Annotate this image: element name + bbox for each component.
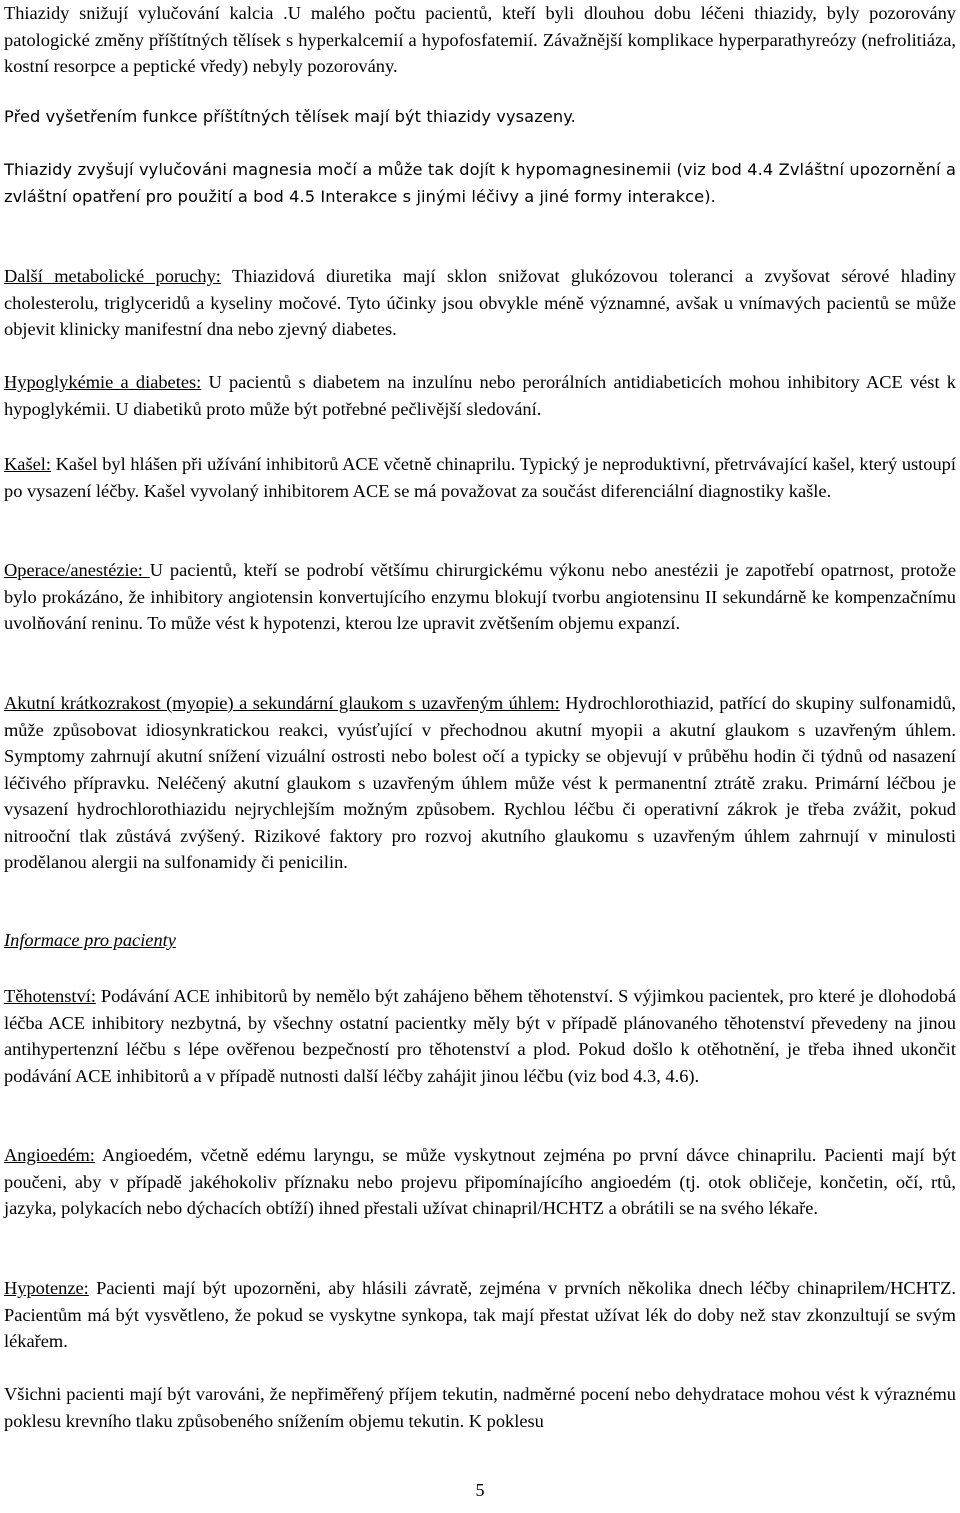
paragraph-magnesium	[4, 157, 956, 210]
paragraph-text: Thiazidová diuretika mají sklon snižovat glukózovou toleranci a zvyšovat sérové hladiny cholesterolu, triglyceridů a kyseliny močové. Tyto účinky jsou obvykle méně významné, avšak u vnímavých pacientů se může objevit klinicky manifestní dna nebo zjevný diabetes.	[4, 266, 957, 339]
paragraph-text: Thiazidy zvyšují vylučováni magnesia močí a může tak dojít k hypomagnesinemii (viz bod 4.4 Zvláštní upozornění a zvláštní opatření pro použití a bod 4.5 Interakce s jinými léčivy a jiné formy interakce).	[4, 160, 956, 206]
paragraph-cough	[4, 451, 956, 504]
section-heading: Hypotenze:	[4, 1278, 89, 1298]
paragraph-text: U pacientů, kteří se podrobí většímu chirurgickému výkonu nebo anestézii je zapotřebí opatrnost, protože bylo prokázáno, že inhibitory angiotensin konvertujícího enzymu blokují tvorbu angiotensinu II sekundárně ke kompenzačnímu uvolňování reninu. To může vést k hypotenzi, kterou lze upravit zvětšením objemu expanzí.	[4, 560, 956, 633]
paragraph-text: Všichni pacienti mají být varováni, že nepřiměřený příjem tekutin, nadměrné pocení nebo dehydratace mohou vést k výraznému poklesu krevního tlaku způsobeného snížením objemu tekutin. K poklesu	[4, 1384, 956, 1431]
paragraph-myopia	[4, 690, 956, 876]
paragraph-text: Před vyšetřením funkce příštítných tělísek mají být thiazidy vysazeny.	[4, 107, 576, 126]
section-heading: Akutní krátkozrakost (myopie) a sekundární glaukom s uzavřeným úhlem:	[4, 693, 560, 713]
paragraph-pregnancy	[4, 983, 956, 1089]
section-heading: Operace/anestézie:	[4, 560, 150, 580]
paragraph-text: Angioedém, včetně edému laryngu, se může vyskytnout zejména po první dávce chinaprilu. Pacienti mají být poučeni, aby v případě jakéhokoliv příznaku nebo projevu připomínajícího angioedém (tj. otok obličeje, končetin, očí, rtů, jazyka, polykacích nebo dýchacích obtíží) ihned přestali užívat chinapril/HCHTZ a obrátili se na svého lékaře.	[4, 1145, 956, 1218]
section-heading: Těhotenství:	[4, 986, 96, 1006]
section-heading: Další metabolické poruchy:	[4, 266, 221, 286]
paragraph-angioedema	[4, 1142, 956, 1222]
paragraph-text: U pacientů s diabetem na inzulínu nebo perorálních antidiabeticích mohou inhibitory ACE vést k hypoglykémii. U diabetiků proto může být potřebné pečlivější sledování.	[4, 372, 956, 419]
paragraph-surgery	[4, 557, 956, 637]
page-number: 5	[475, 1480, 485, 1500]
paragraph-metabolic	[4, 263, 956, 343]
section-heading: Informace pro pacienty	[4, 930, 176, 950]
paragraph-parathyroid-test	[4, 104, 956, 131]
section-heading: Angioedém:	[4, 1145, 95, 1165]
paragraph-text: Podávání ACE inhibitorů by nemělo být zahájeno během těhotenství. S výjimkou pacientek, pro které je dlohodobá léčba ACE inhibitory nezbytná, by všechny ostatní pacientky měly být v případě plánovaného těhotenství převedeny na jinou antihypertenzní léčbu s lépe ověřenou bezpečností pro těhotenství a plod. Pokud došlo k otěhotnění, je třeba ihned ukončit podávání ACE inhibitorů a v případě nutnosti další léčby zahájit jinou léčbu (viz bod 4.3, 4.6).	[4, 986, 956, 1086]
paragraph-hypotension	[4, 1275, 956, 1355]
paragraph-thiazide-calcium	[4, 0, 956, 80]
paragraph-text: Hydrochlorothiazid, patřící do skupiny sulfonamidů, může způsobovat idiosynkratickou reakci, vyúsťující v přechodnou akutní myopii a akutní glaukom s uzavřeným úhlem. Symptomy zahrnují akutní snížení vizuální ostrosti nebo bolest očí a typicky se objevují v průběhu hodin či týdnů od nasazení léčivého přípravku. Neléčený akutní glaukom s uzavřeným úhlem může vést k permanentní ztrátě zraku. Primární léčbou je vysazení hydrochlorothiazidu nejrychlejším možným způsobem. Rychlou léčbu či operativní zákrok je třeba zvážit, pokud nitrooční tlak zůstává zvýšený. Rizikové faktory pro rozvoj akutního glaukomu s uzavřeným úhlem zahrnují v minulosti prodělanou alergii na sulfonamidy či penicilin.	[4, 693, 956, 872]
section-heading: Hypoglykémie a diabetes:	[4, 372, 202, 392]
paragraph-text: Thiazidy snižují vylučování kalcia .U malého počtu pacientů, kteří byli dlouhou dobu léčeni thiazidy, byly pozorovány patologické změny příštítných tělísek s hyperkalcemií a hypofosfatemií. Závažnější komplikace hyperparathyreózy (nefrolitiáza, kostní resorpce a peptické vředy) nebyly pozorovány.	[4, 3, 956, 76]
section-heading: Kašel:	[4, 454, 51, 474]
paragraph-patient-info	[4, 927, 956, 954]
paragraph-hypoglycemia	[4, 369, 956, 422]
paragraph-fluids	[4, 1381, 956, 1434]
paragraph-text: Pacienti mají být upozorněni, aby hlásili závratě, zejména v prvních několika dnech léčby chinaprilem/HCHTZ. Pacientům má být vysvětleno, že pokud se vyskytne synkopa, tak mají přestat užívat lék do doby než stav zkonzultují se svým lékařem.	[4, 1278, 956, 1351]
paragraph-text: Kašel byl hlášen při užívání inhibitorů ACE včetně chinaprilu. Typický je neproduktivní, přetrvávající kašel, který ustoupí po vysazení léčby. Kašel vyvolaný inhibitorem ACE se má považovat za součást diferenciální diagnostiky kašle.	[4, 454, 956, 501]
